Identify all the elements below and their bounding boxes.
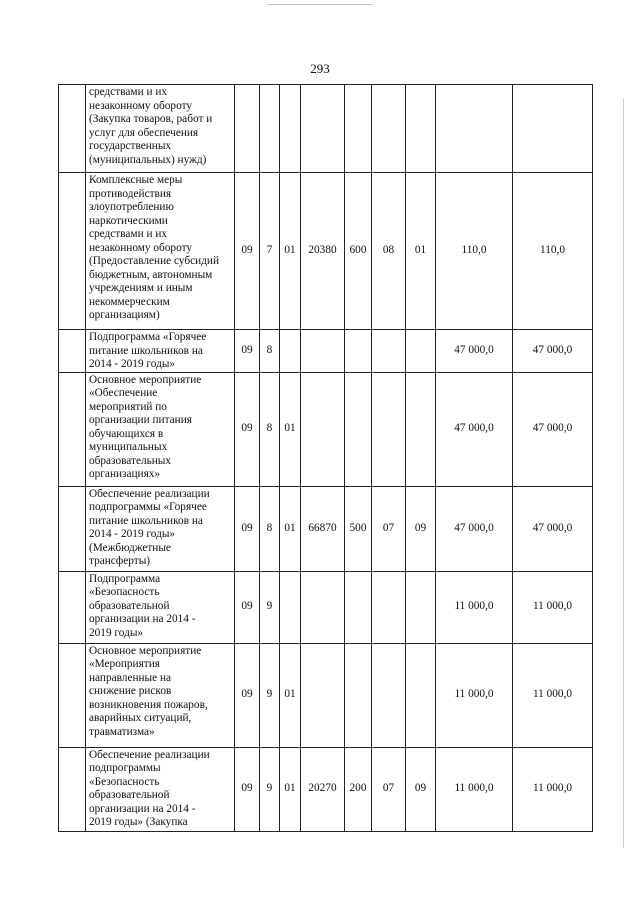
cell-c3: 01: [280, 747, 301, 831]
table-row: [59, 486, 593, 571]
scan-edge-line: [268, 4, 372, 5]
table-row: [59, 85, 593, 173]
cell-c5: 600: [345, 173, 372, 330]
cell-c4: [301, 571, 345, 643]
cell-c1: 09: [235, 643, 260, 747]
row-number-cell: [59, 747, 86, 831]
cell-c3: 01: [280, 372, 301, 486]
row-name-cell: Обеспечение реализации подпрограммы «Безопасность образовательной организации на 2014 - 2019 годы» (Закупка: [86, 747, 235, 831]
cell-c7: 01: [406, 173, 436, 330]
cell-v1: 110,0: [436, 173, 513, 330]
row-name-cell: Основное мероприятие «Обеспечение мероприятий по организации питания обучающихся в муниципальных образовательных организациях»: [86, 372, 235, 486]
cell-c5: [345, 571, 372, 643]
cell-c5: [345, 85, 372, 173]
cell-c1: 09: [235, 173, 260, 330]
cell-c2: 9: [260, 571, 280, 643]
row-number-cell: [59, 643, 86, 747]
table-body: [59, 85, 593, 832]
cell-c5: 200: [345, 747, 372, 831]
cell-v2: 11 000,0: [513, 571, 593, 643]
cell-v1: 47 000,0: [436, 330, 513, 373]
cell-v2: 47 000,0: [513, 372, 593, 486]
cell-c1: 09: [235, 571, 260, 643]
table-row: [59, 571, 593, 643]
cell-v2: 47 000,0: [513, 486, 593, 571]
cell-v2: 47 000,0: [513, 330, 593, 373]
row-name-cell: средствами и их незаконному обороту (Закупка товаров, работ и услуг для обеспечения государственных (муниципальных) нужд): [86, 85, 235, 173]
cell-v1: 11 000,0: [436, 643, 513, 747]
cell-c1: [235, 85, 260, 173]
cell-v1: [436, 85, 513, 173]
cell-v2: [513, 85, 593, 173]
row-number-cell: [59, 486, 86, 571]
table-row: [59, 747, 593, 831]
cell-c5: [345, 372, 372, 486]
cell-c6: [372, 85, 406, 173]
cell-c3: 01: [280, 173, 301, 330]
cell-c3: 01: [280, 643, 301, 747]
cell-c2: 8: [260, 330, 280, 373]
row-number-cell: [59, 372, 86, 486]
cell-c7: [406, 643, 436, 747]
cell-v2: 11 000,0: [513, 747, 593, 831]
cell-c1: 09: [235, 747, 260, 831]
cell-c1: 09: [235, 330, 260, 373]
row-name-cell: Комплексные меры противодействия злоупотреблению наркотическими средствами и их незаконному обороту (Предоставление субсидий бюджетным, автономным учреждениям и иным некоммерческим организациям): [86, 173, 235, 330]
table-row: [59, 643, 593, 747]
cell-c6: 07: [372, 486, 406, 571]
row-number-cell: [59, 330, 86, 373]
cell-c7: [406, 571, 436, 643]
cell-c1: 09: [235, 372, 260, 486]
cell-c3: [280, 85, 301, 173]
cell-c6: 08: [372, 173, 406, 330]
cell-c1: 09: [235, 486, 260, 571]
cell-c6: [372, 571, 406, 643]
row-number-cell: [59, 173, 86, 330]
row-name-cell: Подпрограмма «Безопасность образовательной организации на 2014 - 2019 годы»: [86, 571, 235, 643]
cell-v2: 11 000,0: [513, 643, 593, 747]
cell-c2: 9: [260, 643, 280, 747]
row-number-cell: [59, 85, 86, 173]
cell-c4: [301, 643, 345, 747]
cell-v1: 11 000,0: [436, 571, 513, 643]
cell-c2: 7: [260, 173, 280, 330]
cell-c2: [260, 85, 280, 173]
cell-c7: [406, 330, 436, 373]
cell-c5: 500: [345, 486, 372, 571]
cell-c3: 01: [280, 486, 301, 571]
cell-c6: 07: [372, 747, 406, 831]
cell-c3: [280, 571, 301, 643]
cell-c3: [280, 330, 301, 373]
cell-c6: [372, 643, 406, 747]
cell-v1: 11 000,0: [436, 747, 513, 831]
cell-c7: 09: [406, 486, 436, 571]
cell-c4: [301, 330, 345, 373]
cell-c4: [301, 372, 345, 486]
cell-c5: [345, 643, 372, 747]
cell-v1: 47 000,0: [436, 486, 513, 571]
cell-c6: [372, 372, 406, 486]
cell-c6: [372, 330, 406, 373]
row-name-cell: Обеспечение реализации подпрограммы «Горячее питание школьников на 2014 - 2019 годы» (Межбюджетные трансферты): [86, 486, 235, 571]
cell-c4: 20380: [301, 173, 345, 330]
table-row: [59, 173, 593, 330]
cell-c2: 8: [260, 372, 280, 486]
cell-c5: [345, 330, 372, 373]
row-name-cell: Основное мероприятие «Мероприятия направленные на снижение рисков возникновения пожаров, аварийных ситуаций, травматизма»: [86, 643, 235, 747]
cell-c4: 20270: [301, 747, 345, 831]
scan-edge-line: [623, 98, 624, 848]
table-row: [59, 330, 593, 373]
cell-c2: 8: [260, 486, 280, 571]
cell-c7: [406, 372, 436, 486]
cell-c4: 66870: [301, 486, 345, 571]
row-name-cell: Подпрограмма «Горячее питание школьников на 2014 - 2019 годы»: [86, 330, 235, 373]
cell-v2: 110,0: [513, 173, 593, 330]
budget-table: [58, 84, 593, 832]
page-number: 293: [310, 61, 330, 76]
cell-c4: [301, 85, 345, 173]
cell-c7: 09: [406, 747, 436, 831]
table-row: [59, 372, 593, 486]
cell-c2: 9: [260, 747, 280, 831]
cell-v1: 47 000,0: [436, 372, 513, 486]
cell-c7: [406, 85, 436, 173]
row-number-cell: [59, 571, 86, 643]
